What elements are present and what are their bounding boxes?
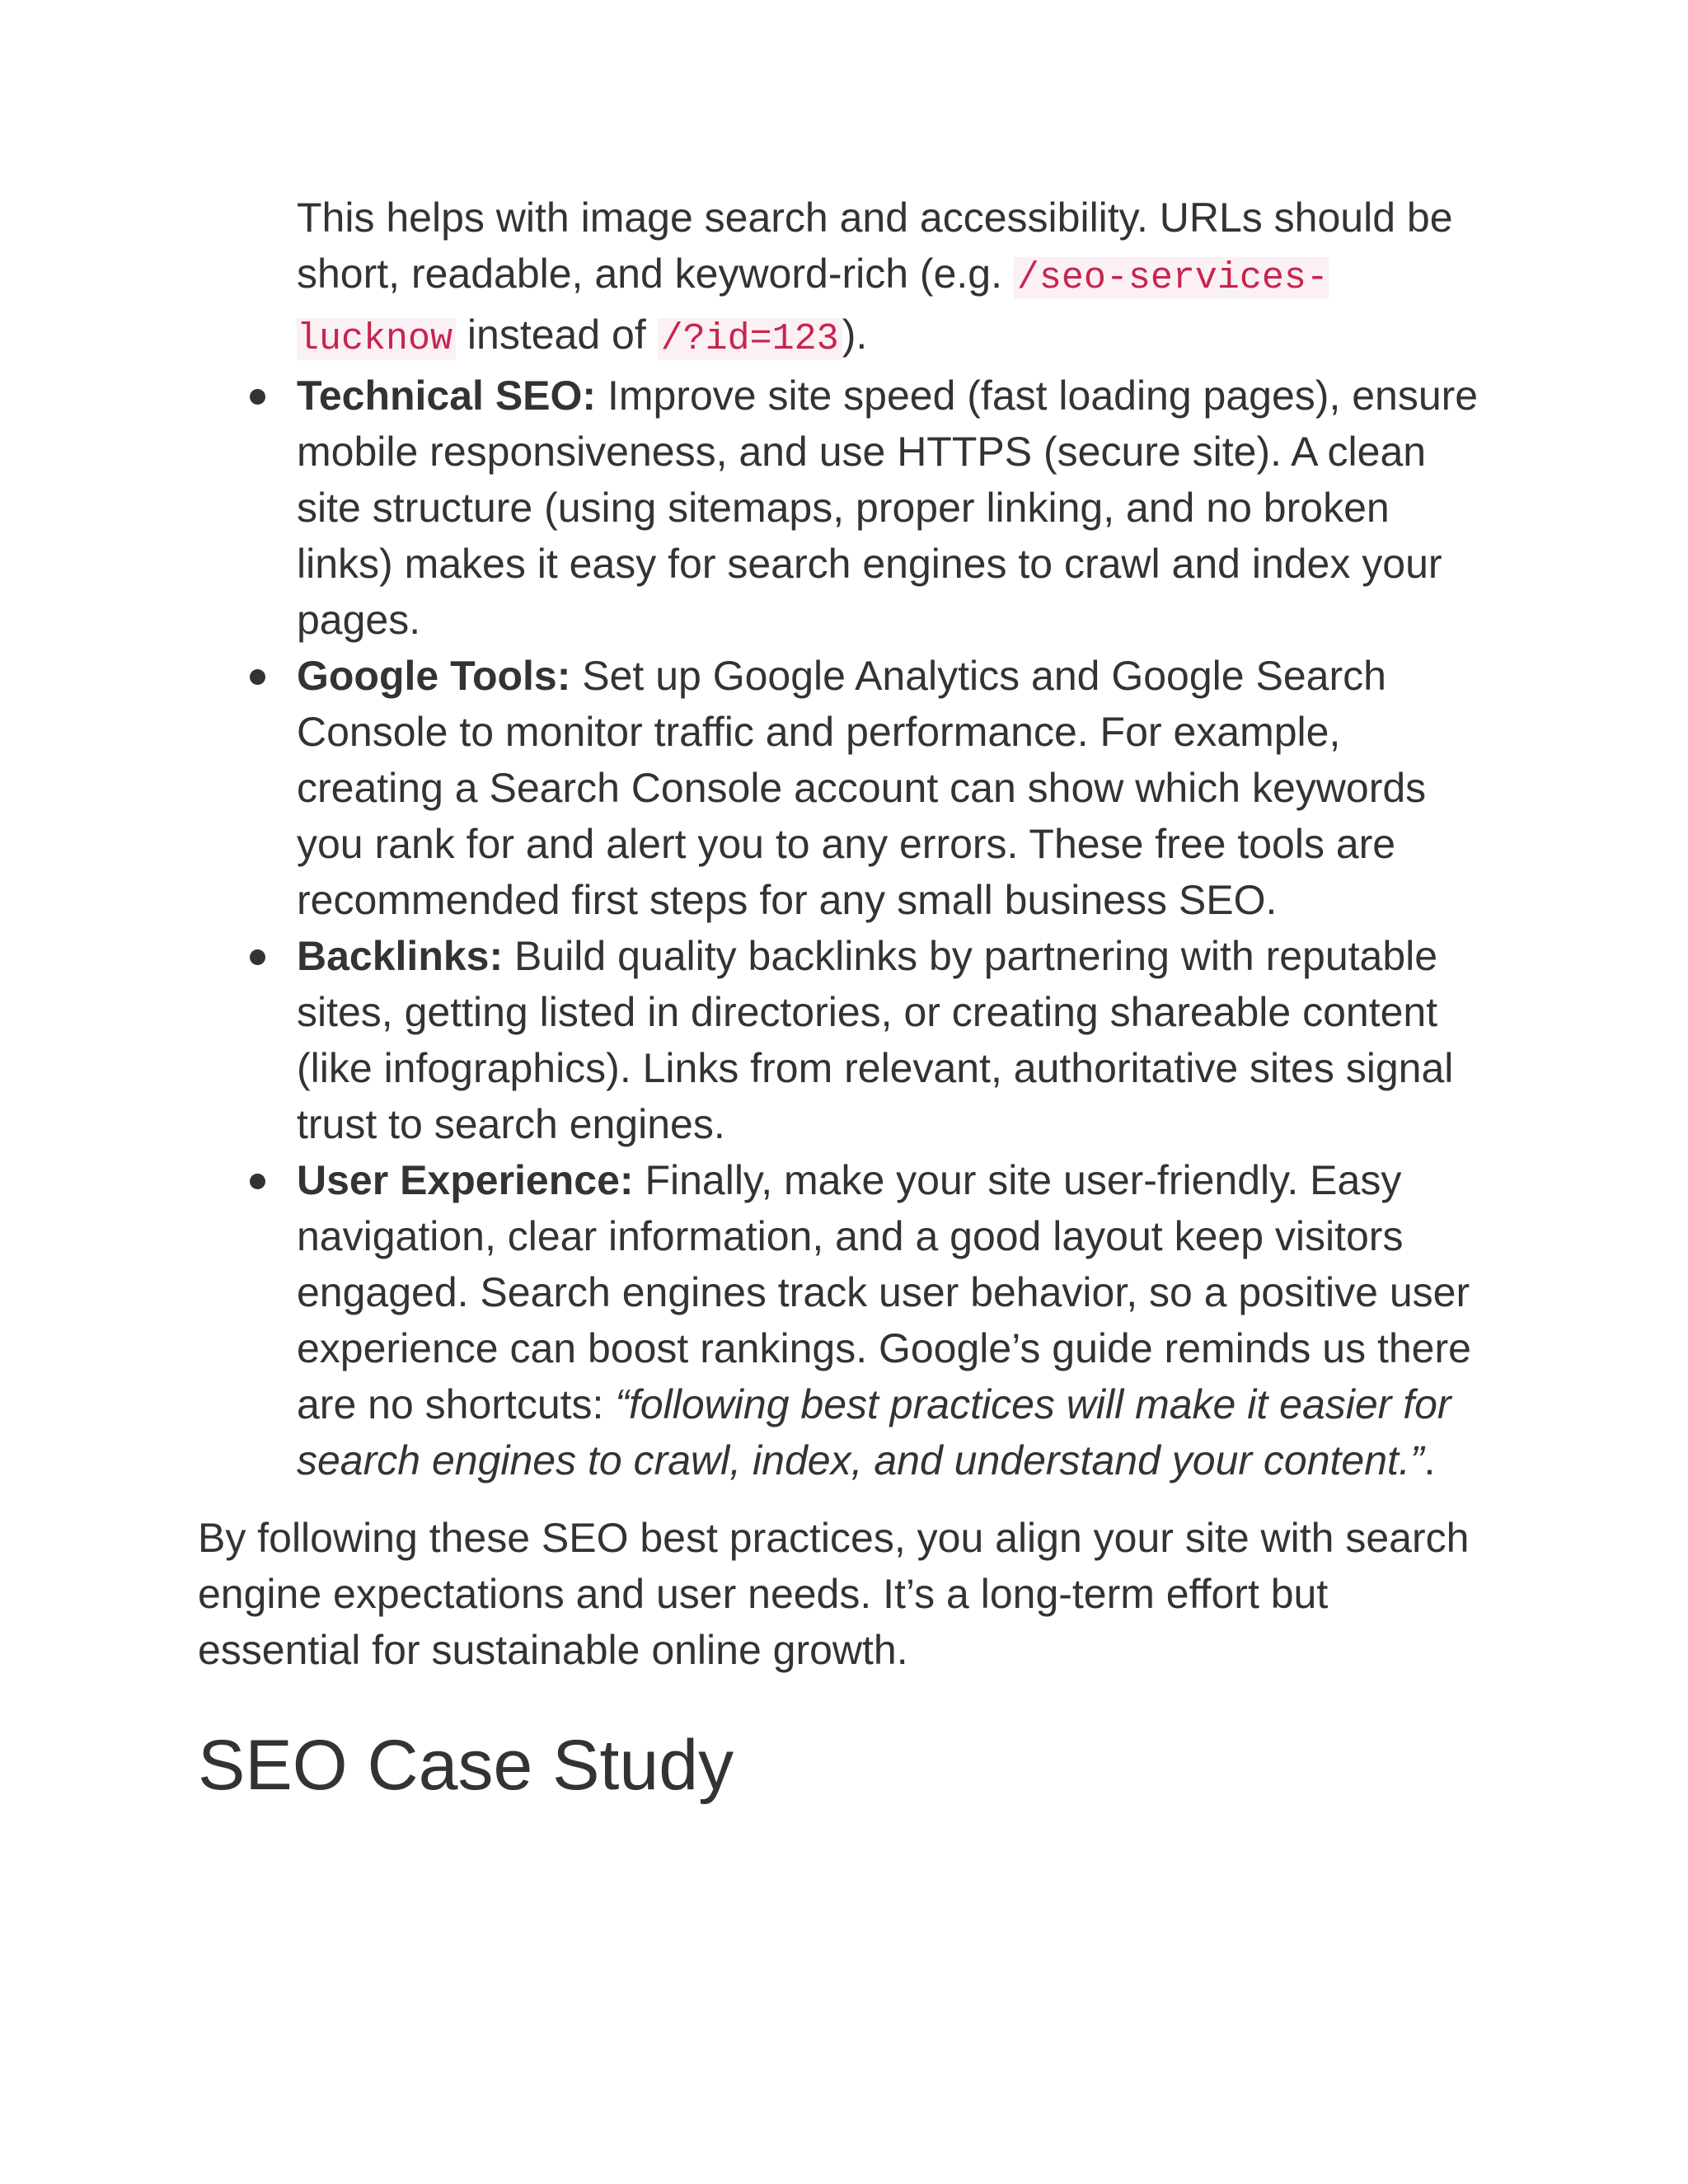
list-item-user-experience xyxy=(198,1152,1484,1488)
code-bad-url: /?id=123 xyxy=(658,318,842,360)
code-good-url: /seo-services-lucknow xyxy=(297,257,1329,360)
bullet-icon xyxy=(250,669,265,685)
bullet-icon xyxy=(250,949,265,965)
continuation-text-middle: instead of xyxy=(456,312,658,358)
document-content xyxy=(198,190,1484,1807)
list-item-backlinks xyxy=(198,928,1484,1152)
continuation-text-before: This helps with image search and accessibility. URLs should be short, readable, and keyword-rich (e.g. xyxy=(297,194,1453,297)
closing-paragraph: By following these SEO best practices, you align your site with search engine expectations and user needs. It’s a long-term effort but essential for sustainable online growth. xyxy=(198,1515,1470,1673)
section-heading: SEO Case Study xyxy=(198,1726,734,1805)
list-item-google-tools xyxy=(198,648,1484,928)
bullet-icon xyxy=(250,1174,265,1189)
list-item-text: Improve site speed (fast loading pages), ensure mobile responsiveness, and use HTTPS (secure site). A clean site structure (using sitemaps, proper linking, and no broken links) makes it easy for search engines to crawl and index your pages. xyxy=(297,373,1479,643)
list-item-text: Finally, make your site user-friendly. Easy navigation, clear information, and a good layout keep visitors engaged. Search engines track user behavior, so a positive user experience can boost rankings. Google’s guide reminds us there are no shortcuts: xyxy=(297,1157,1471,1427)
google-guide-quote: “following best practices will make it easier for search engines to crawl, index, and understand your content.” xyxy=(297,1381,1451,1483)
list-item-text: Build quality backlinks by partnering with reputable sites, getting listed in directories, or creating shareable content (like infographics). Links from relevant, authoritative sites signal trust to search engines. xyxy=(297,933,1454,1147)
list-continuation-paragraph xyxy=(198,190,1484,368)
list-item-term: Technical SEO: xyxy=(297,373,597,419)
list-item-text-end: . xyxy=(1423,1437,1436,1483)
bullet-icon xyxy=(250,389,265,405)
list-item-term: User Experience: xyxy=(297,1157,634,1203)
list-item-term: Google Tools: xyxy=(297,653,571,699)
list-item-technical-seo xyxy=(198,368,1484,648)
seo-practices-list xyxy=(198,368,1484,1488)
continuation-text-after: ). xyxy=(842,312,868,358)
list-item-term: Backlinks: xyxy=(297,933,504,979)
list-item-text: Set up Google Analytics and Google Search Console to monitor traffic and performance. For example, creating a Search Console account can show which keywords you rank for and alert you to any errors. These free tools are recommended first steps for any small business SEO. xyxy=(297,653,1427,923)
